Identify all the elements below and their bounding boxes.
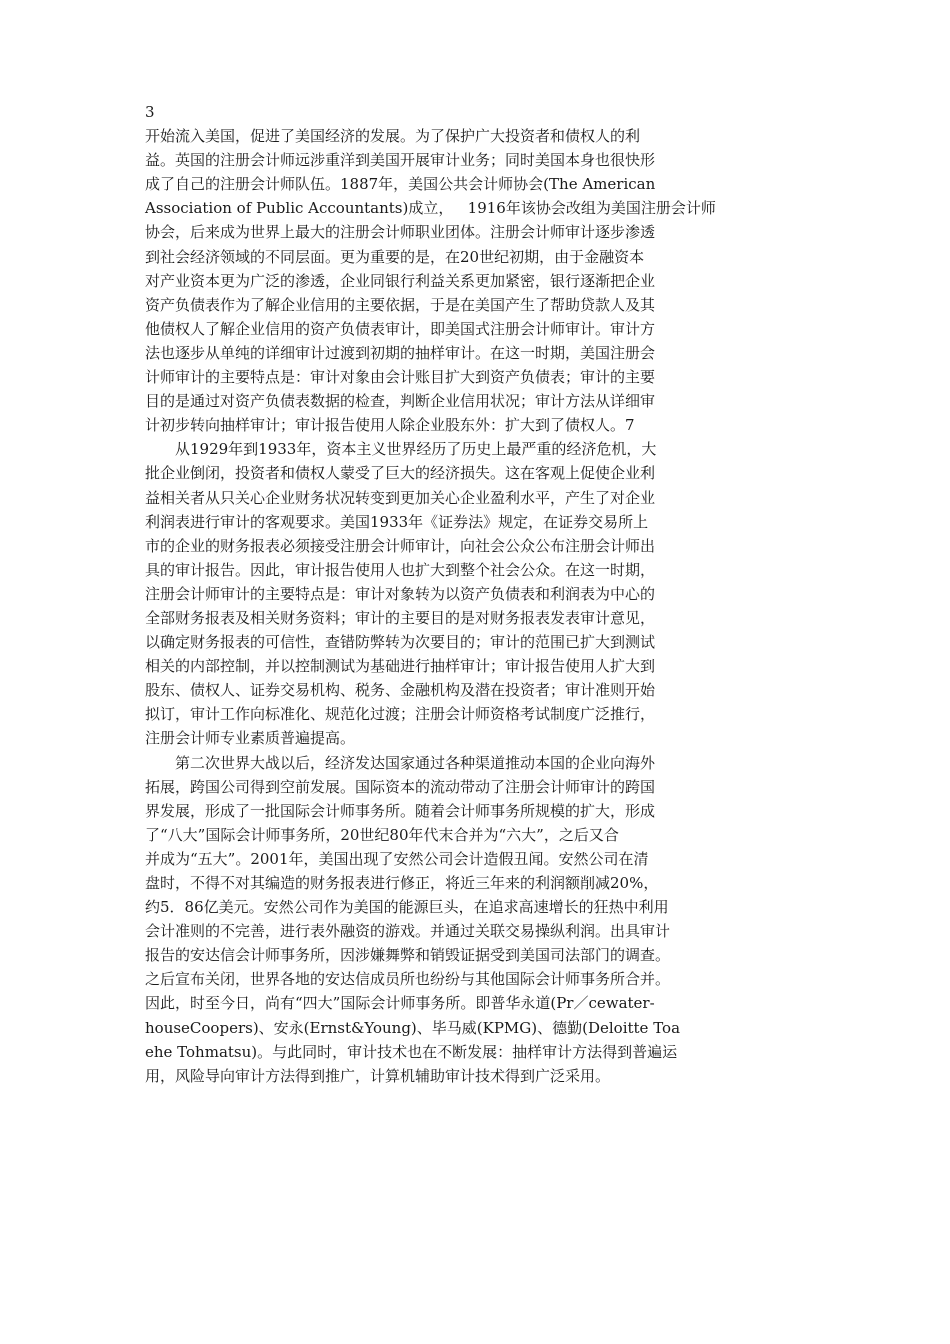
document-body bbox=[145, 100, 805, 1088]
text-line: 拟订，审计工作向标准化、规范化过渡；注册会计师资格考试制度广泛推行， bbox=[145, 705, 656, 724]
text-line: 市的企业的财务报表必须接受注册会计师审计，向社会公众公布注册会计师出 bbox=[145, 536, 656, 555]
text-line: 计师审计的主要特点是：审计对象由会计账目扩大到资产负债表；审计的主要 bbox=[145, 368, 656, 387]
text-line: 界发展，形成了一批国际会计师事务所。随着会计师事务所规模的扩大，形成 bbox=[145, 801, 656, 820]
text-line: 具的审计报告。因此，审计报告使用人也扩大到整个社会公众。在这一时期， bbox=[145, 560, 656, 579]
text-line: 到社会经济领域的不同层面。更为重要的是，在20世纪初期，由于金融资本 bbox=[145, 247, 645, 266]
text-line: 盘时，不得不对其编造的财务报表进行修正，将近三年来的利润额削减20%， bbox=[145, 874, 659, 892]
page-number: 3 bbox=[145, 103, 155, 121]
text-line: 以确定财务报表的可信性，查错防弊转为次要目的；审计的范围已扩大到测试 bbox=[145, 633, 656, 652]
text-line: 他债权人了解企业信用的资产负债表审计，即美国式注册会计师审计。审计方 bbox=[145, 319, 656, 338]
text-line: 因此，时至今日，尚有“四大”国际会计师事务所。即普华永道(Pr／cewater- bbox=[145, 994, 655, 1013]
text-line: houseCoopers)、安永(Ernst&Young)、毕马威(KPMG)、德勤(Deloitte Toa bbox=[145, 1018, 681, 1037]
text-line: 股东、债权人、证券交易机构、税务、金融机构及潜在投资者；审计准则开始 bbox=[145, 681, 656, 700]
text-line: 计初步转向抽样审计；审计报告使用人除企业股东外：扩大到了债权人。7 bbox=[145, 416, 635, 435]
text-line: 约5．86亿美元。安然公司作为美国的能源巨头，在追求高速增长的狂热中利用 bbox=[145, 898, 669, 917]
text-line: 开始流入美国，促进了美国经济的发展。为了保护广大投资者和债权人的利 bbox=[145, 127, 641, 146]
paragraph-start-line: 第二次世界大战以后，经济发达国家通过各种渠道推动本国的企业向海外 bbox=[175, 753, 656, 772]
text-line: 资产负债表作为了解企业信用的主要依据，于是在美国产生了帮助贷款人及其 bbox=[145, 295, 656, 314]
text-line: 目的是通过对资产负债表数据的检查，判断企业信用状况；审计方法从详细审 bbox=[145, 392, 656, 411]
text-line: 用，风险导向审计方法得到推广，计算机辅助审计技术得到广泛采用。 bbox=[145, 1066, 611, 1085]
text-line: 益相关者从只关心企业财务状况转变到更加关心企业盈利水平，产生了对企业 bbox=[145, 488, 656, 507]
text-line: 利润表进行审计的客观要求。美国1933年《证券法》规定，在证券交易所上 bbox=[145, 512, 649, 531]
text-line: 了“八大”国际会计师事务所，20世纪80年代末合并为“六大”，之后又合 bbox=[145, 825, 619, 844]
text-line: 报告的安达信会计师事务所，因涉嫌舞弊和销毁证据受到美国司法部门的调查。 bbox=[145, 946, 671, 965]
text-line: 成了自己的注册会计师队伍。1887年，美国公共会计师协会(The American bbox=[145, 175, 656, 194]
text-line: 法也逐步从单纯的详细审计过渡到初期的抽样审计。在这一时期，美国注册会 bbox=[145, 343, 656, 362]
text-line: 注册会计师审计的主要特点是：审计对象转为以资产负债表和利润表为中心的 bbox=[145, 584, 656, 603]
text-line: 拓展，跨国公司得到空前发展。国际资本的流动带动了注册会计师审计的跨国 bbox=[145, 777, 656, 796]
paragraph-start-line: 从1929年到1933年，资本主义世界经历了历史上最严重的经济危机，大 bbox=[175, 440, 657, 459]
text-line: 注册会计师专业素质普遍提高。 bbox=[145, 729, 356, 748]
text-line: Association of Public Accountants)成立， 1916年该协会改组为美国注册会计师 bbox=[145, 199, 716, 218]
text-line: 批企业倒闭，投资者和债权人蒙受了巨大的经济损失。这在客观上促使企业利 bbox=[145, 464, 656, 483]
text-line: 益。英国的注册会计师远涉重洋到美国开展审计业务；同时美国本身也很快形 bbox=[145, 151, 656, 170]
text-line: 并成为“五大”。2001年，美国出现了安然公司会计造假丑闻。安然公司在清 bbox=[145, 849, 649, 868]
text-line: 协会，后来成为世界上最大的注册会计师职业团体。注册会计师审计逐步渗透 bbox=[145, 223, 656, 242]
text-line: 会计准则的不完善，进行表外融资的游戏。并通过关联交易操纵利润。出具审计 bbox=[145, 922, 671, 941]
text-line: 对产业资本更为广泛的渗透，企业同银行利益关系更加紧密，银行逐渐把企业 bbox=[145, 271, 656, 290]
text-line: 相关的内部控制，并以控制测试为基础进行抽样审计；审计报告使用人扩大到 bbox=[145, 657, 656, 676]
text-line: 之后宣布关闭，世界各地的安达信成员所也纷纷与其他国际会计师事务所合并。 bbox=[145, 970, 671, 989]
text-line: 全部财务报表及相关财务资料；审计的主要目的是对财务报表发表审计意见， bbox=[145, 608, 656, 627]
text-line: ehe Tohmatsu)。与此同时，审计技术也在不断发展：抽样审计方法得到普遍运 bbox=[145, 1042, 678, 1061]
